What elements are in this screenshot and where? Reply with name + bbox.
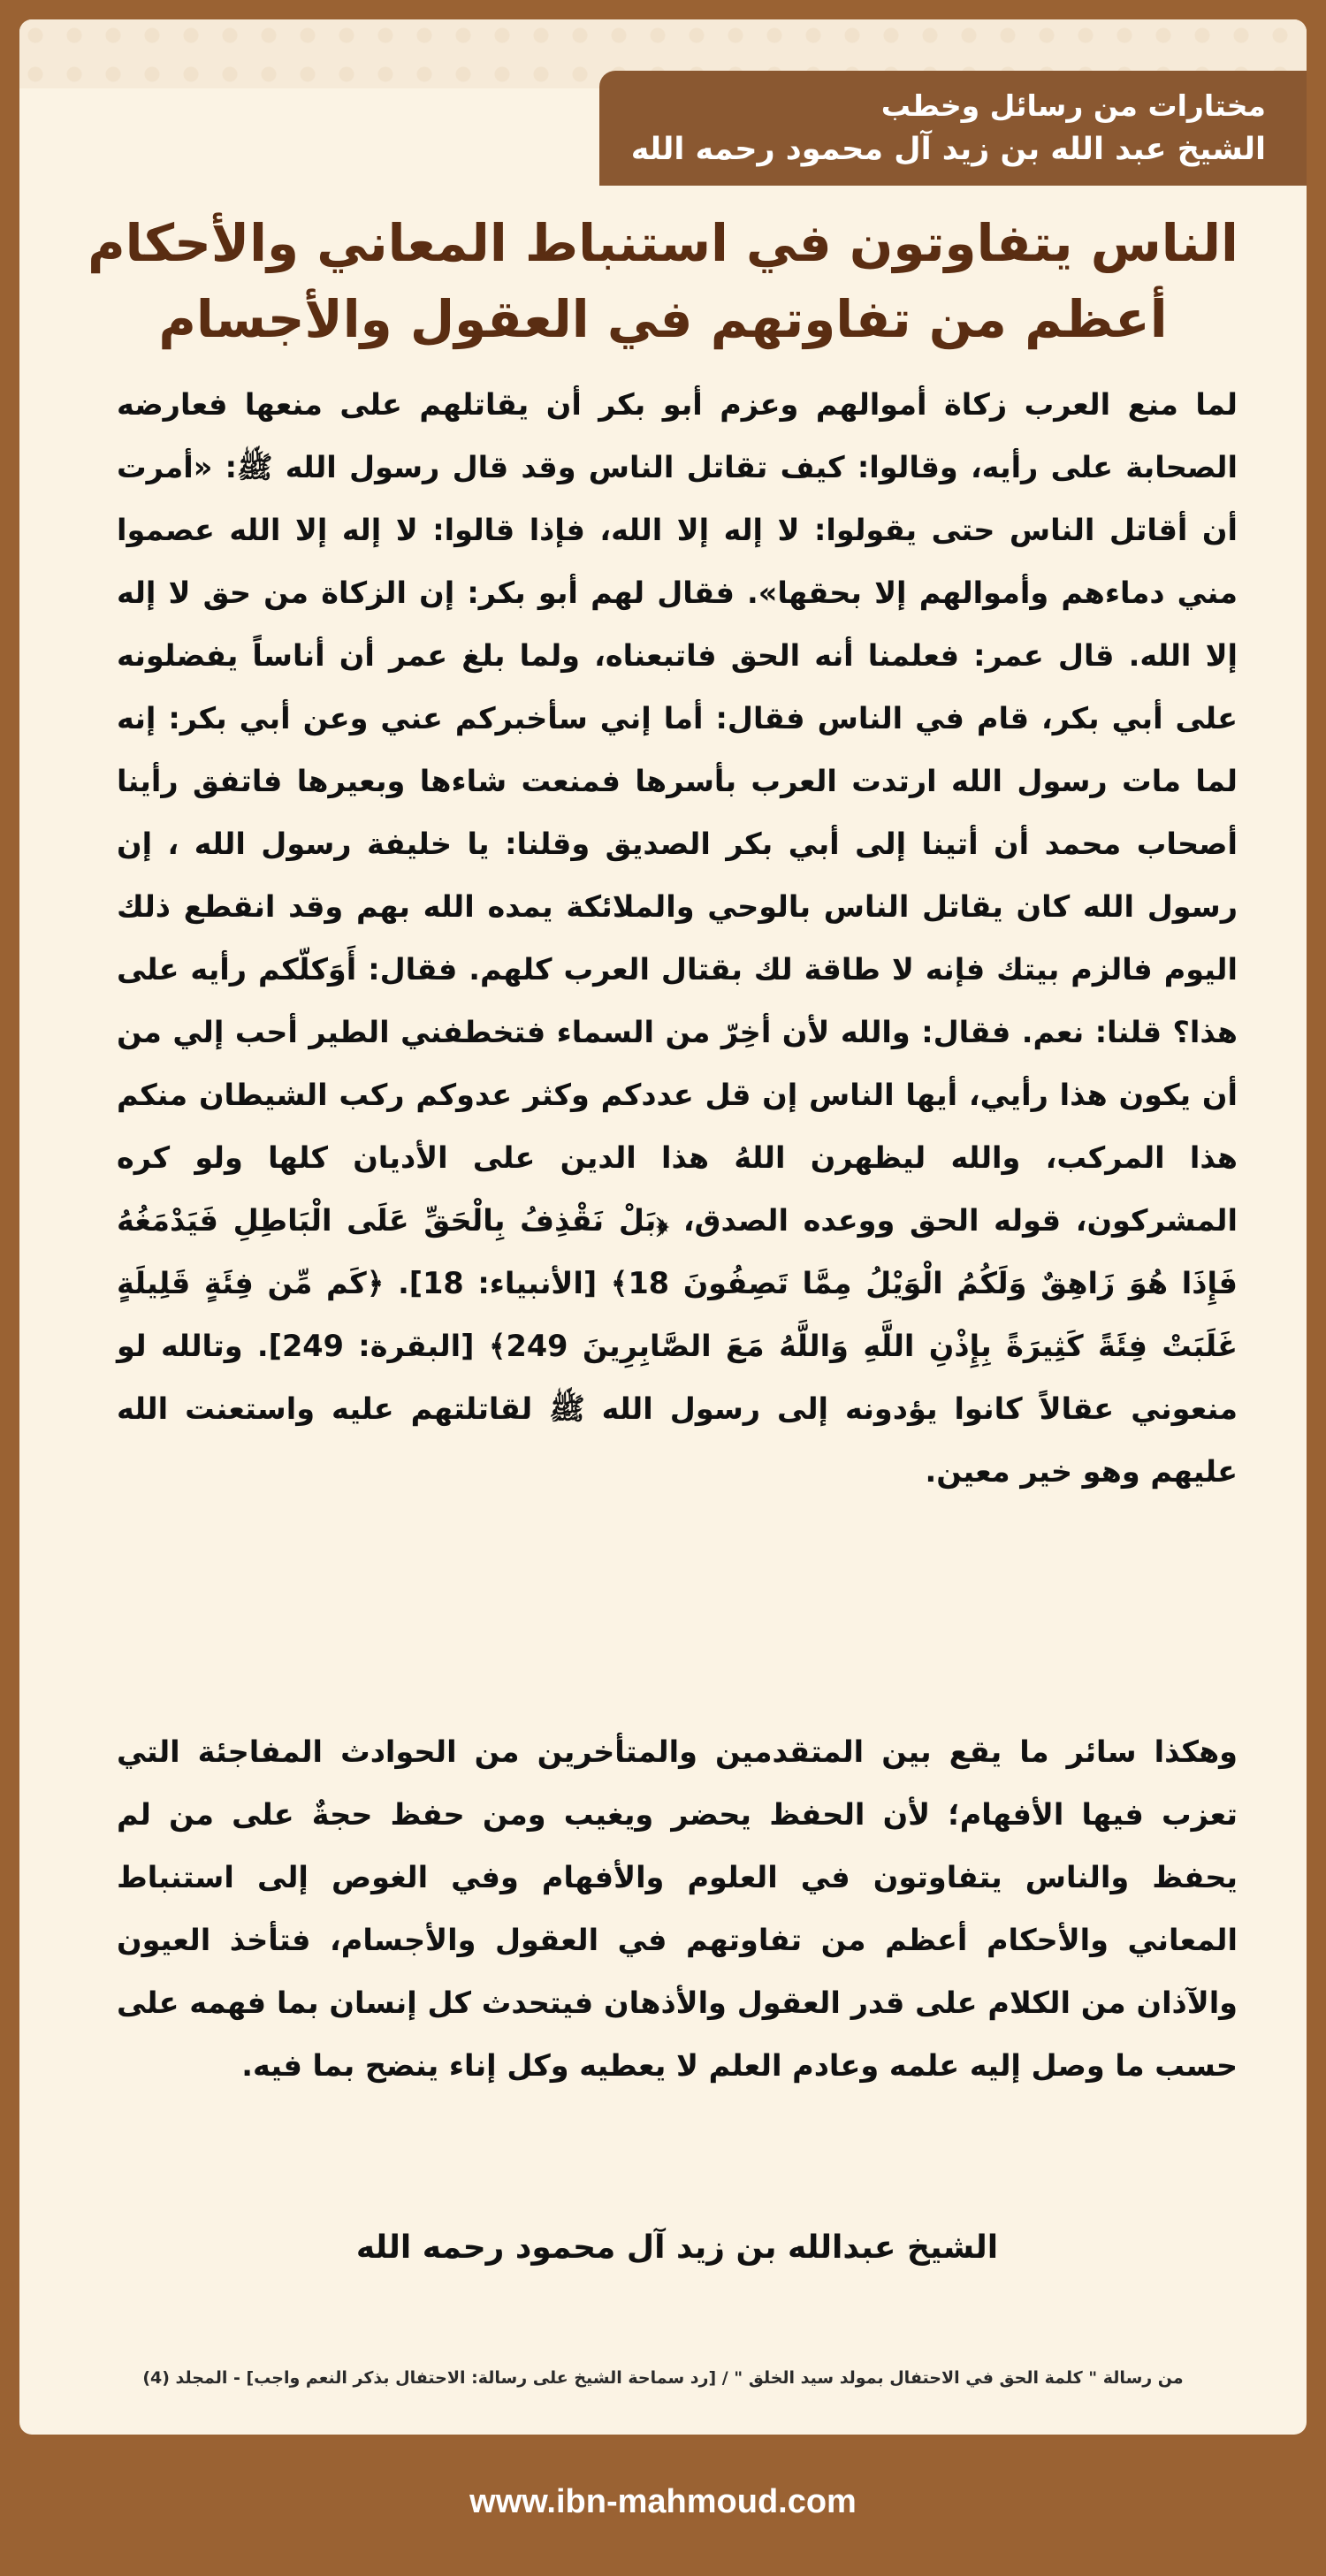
header-subtitle-line2: الشيخ عبد الله بن زيد آل محمود رحمه الله (630, 132, 1266, 167)
title-line1: الناس يتفاوتون في استنباط المعاني والأحكام (88, 213, 1238, 273)
content-card (19, 19, 1307, 2435)
body-paragraph-1: لما منع العرب زكاة أموالهم وعزم أبو بكر أن يقاتلهم على منعها فعارضه الصحابة على رأيه، وقالوا: كيف تقاتل الناس وقد قال رسول الله ﷺ: «أمرت أن أقاتل الناس حتى يقولوا: لا إله إلا الله، فإذا قالوا: لا إله إلا الله عصموا مني دماءهم وأموالهم إلا بحقها». فقال لهم أبو بكر: إن الزكاة من حق لا إله إلا الله. قال عمر: فعلمنا أنه الحق فاتبعناه، ولما بلغ عمر أن أناساً يفضلونه على أبي بكر، قام في الناس فقال: أما إني سأخبركم عني وعن أبي بكر: إنه لما مات رسول الله ارتدت العرب بأسرها فمنعت شاءها وبعيرها فاتفق رأينا أصحاب محمد أن أتينا إلى أبي بكر الصديق وقلنا: يا خليفة رسول الله ، إن رسول الله كان يقاتل الناس بالوحي والملائكة يمده الله بهم وقد انقطع ذلك اليوم فالزم بيتك فإنه لا طاقة لك بقتال العرب كلهم. فقال: أَوَكلّكم رأيه على هذا؟ قلنا: نعم. فقال: والله لأن أخِرّ من السماء فتخطفني الطير أحب إلي من أن يكون هذا رأيي، أيها الناس إن قل عددكم وكثر عدوكم ركب الشيطان منكم هذا المركب، والله ليظهرن اللهُ هذا الدين على الأديان كلها ولو كره المشركون، قوله الحق ووعده الصدق، ﴿بَلْ نَقْذِفُ بِالْحَقِّ عَلَى الْبَاطِلِ فَيَدْمَغُهُ فَإِذَا هُوَ زَاهِقٌ وَلَكُمُ الْوَيْلُ مِمَّا تَصِفُونَ 18﴾ [الأنبياء: 18]. ﴿كَم مِّن فِئَةٍ قَلِيلَةٍ غَلَبَتْ فِئَةً كَثِيرَةً بِإِذْنِ اللَّهِ وَاللَّهُ مَعَ الصَّابِرِينَ 249﴾ [البقرة: 249]. وتالله لو منعوني عقالاً كانوا يؤدونه إلى رسول الله ﷺ لقاتلتهم عليه واستعنت الله عليهم وهو خير معين. (117, 387, 1238, 1489)
header-subtitle-line1: مختارات من رسائل وخطب (880, 88, 1266, 123)
page-title (72, 205, 1254, 357)
author-signature: الشيخ عبدالله بن زيد آل محمود رحمه الله (355, 2229, 999, 2266)
header-tab (599, 71, 1307, 186)
source-citation: من رسالة " كلمة الحق في الاحتفال بمولد سيد الخلق " / [رد سماحة الشيخ على رسالة: الاحتفال بذكر النعم واجب] - المجلد (4) (142, 2368, 1184, 2388)
body-paragraph-2: وهكذا سائر ما يقع بين المتقدمين والمتأخرين من الحوادث المفاجئة التي تعزب فيها الأفهام؛ لأن الحفظ يحضر ويغيب ومن حفظ حجةٌ على من لم يحفظ والناس يتفاوتون في العلوم والأفهام وفي الغوص إلى استنباط المعاني والأحكام أعظم من تفاوتهم في العقول والأجسام، فتأخذ العيون والآذان من الكلام على قدر العقول والأذهان فيتحدث كل إنسان بما فهمه على حسب ما وصل إليه علمه وعادم العلم لا يعطيه وكل إناء ينضح بما فيه. (117, 1734, 1238, 2083)
website-url[interactable]: www.ibn-mahmoud.com (469, 2483, 857, 2520)
title-line2: أعظم من تفاوتهم في العقول والأجسام (158, 289, 1168, 349)
